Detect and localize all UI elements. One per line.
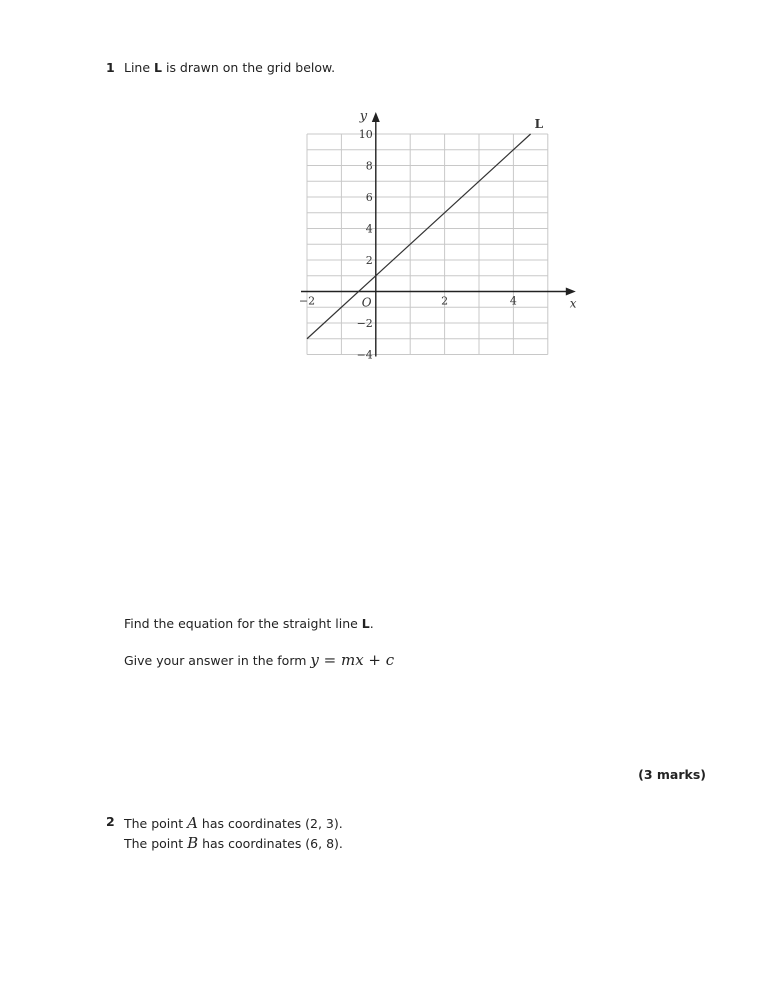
- question-1-prompt: [124, 60, 335, 75]
- y-tick-label: −2: [356, 317, 373, 330]
- series-line-L: [307, 134, 531, 339]
- point-a-statement: [124, 814, 343, 832]
- y-tick-label: 2: [365, 254, 373, 267]
- origin-label: O: [361, 295, 372, 310]
- question-1-number: 1: [106, 60, 115, 75]
- x-tick-label: 2: [441, 294, 449, 308]
- point-a-name: A: [187, 814, 198, 832]
- y-tick-label: 6: [365, 191, 373, 204]
- point-b-statement: [124, 834, 343, 852]
- x-tick-label: 4: [509, 294, 517, 308]
- x-axis-label: x: [569, 296, 577, 311]
- find-equation-instruction: [124, 616, 374, 631]
- point-a-after: has coordinates (2, 3).: [197, 816, 343, 831]
- series-lines: [307, 117, 544, 339]
- find-line-name: L: [361, 616, 370, 631]
- find-text-before: Find the equation for the straight line: [124, 616, 362, 631]
- form-equation: y = mx + c: [310, 651, 395, 669]
- grid-lines: [307, 134, 548, 355]
- form-text: Give your answer in the form: [124, 653, 311, 668]
- y-axis-label: y: [359, 109, 368, 124]
- point-b-after: has coordinates (6, 8).: [198, 836, 343, 851]
- y-tick-label: −4: [356, 348, 373, 362]
- prompt-text-after: is drawn on the grid below.: [162, 60, 336, 75]
- answer-form-instruction: [124, 651, 394, 669]
- line-name: L: [154, 60, 162, 75]
- series-label-L: L: [534, 117, 544, 131]
- question-2-number: 2: [106, 814, 115, 829]
- prompt-text-before: Line: [124, 60, 155, 75]
- coordinate-grid-graph: [290, 100, 590, 585]
- axes: [298, 109, 577, 357]
- find-text-after: .: [369, 616, 374, 631]
- y-tick-label: 10: [358, 128, 373, 141]
- point-b-name: B: [187, 834, 199, 852]
- y-tick-label: 8: [365, 159, 373, 173]
- y-tick-label: 4: [365, 222, 373, 236]
- point-a-before: The point: [124, 816, 188, 831]
- point-b-before: The point: [124, 836, 188, 851]
- x-axis-arrow: [566, 288, 576, 296]
- question-1-marks: (3 marks): [638, 767, 706, 782]
- x-tick-label: −2: [298, 294, 316, 308]
- y-axis-arrow: [372, 112, 380, 122]
